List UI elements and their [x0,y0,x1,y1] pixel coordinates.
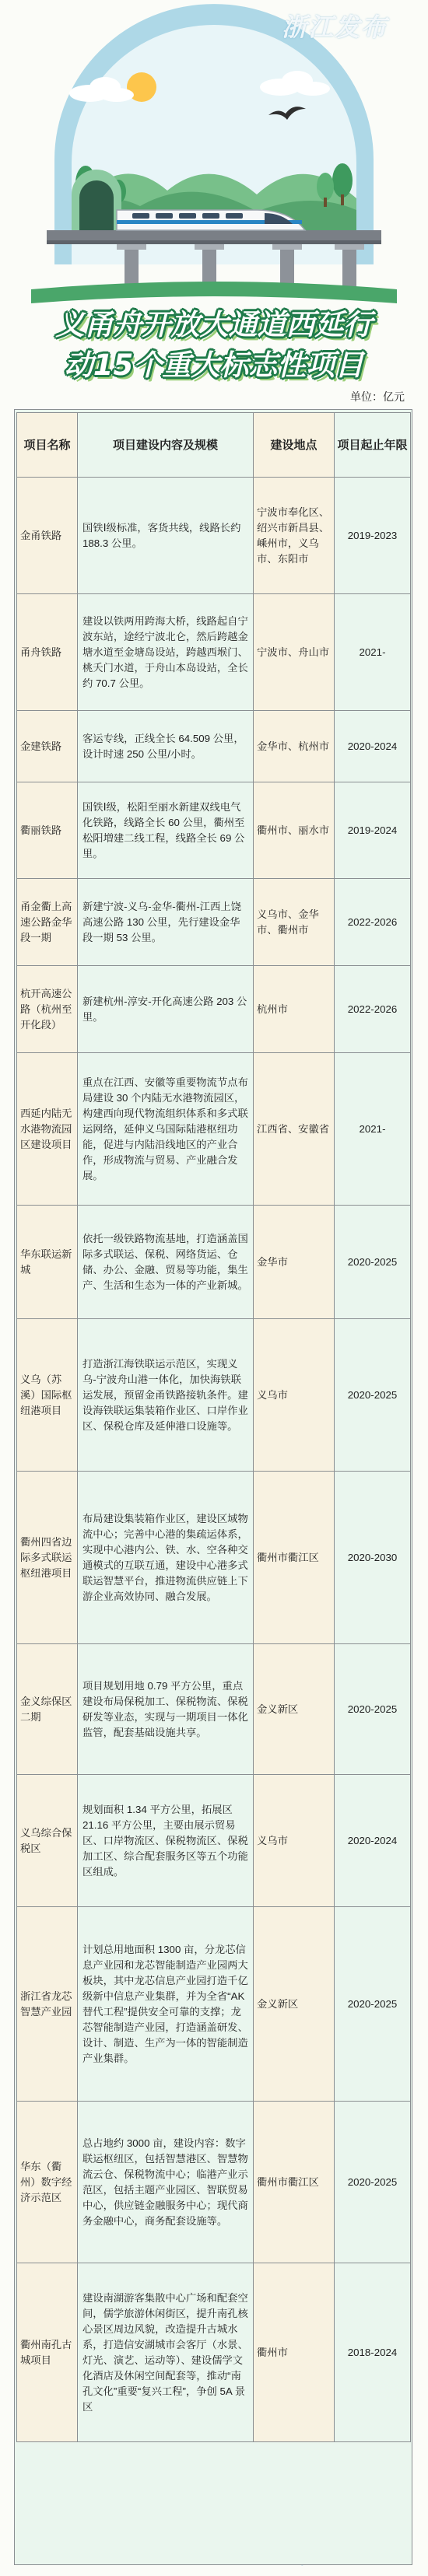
table-row [17,711,411,782]
table-row [17,594,411,711]
project-location: 金义新区 [254,1644,335,1775]
project-content: 建设南湖游客集散中心广场和配套空间，儒学旅游休闲街区，提升南孔核心景区周边风貌，改造提升古城水系，打造信安湖城市会客厅（水景、灯光、演艺、运动等）、建设儒学文化酒店及休闲空间配套等，推动“南孔文化”重要“复兴工程”，争创 5A 景区 [78,2263,254,2442]
project-location: 义乌市 [254,1319,335,1472]
project-name: 甬金衢上高速公路金华段一期 [17,879,78,966]
project-table-container [14,409,412,2565]
project-content: 新建宁波-义乌-金华-衢州-江西上饶高速公路 130 公里，先行建设金华段一期 53 公里。 [78,879,254,966]
project-content: 总占地约 3000 亩，建设内容：数字联运枢纽区，包括智慧港区、智慧物流云仓、保税物流中心；临港产业示范区，包括主题产业园区、智联贸易中心，供应链金融服务中心；现代商务金融中心，商务配套设施等。 [78,2102,254,2263]
project-years: 2020-2025 [335,1907,411,2102]
project-years: 2019-2024 [335,782,411,879]
table-row [17,2263,411,2442]
unit-label: 单位：亿元 [350,390,405,403]
table-row [17,966,411,1053]
project-location: 义乌市、金华市、衢州市 [254,879,335,966]
watermark-top-right: 浙江发布 [282,12,388,42]
project-name: 金义综保区二期 [17,1644,78,1775]
project-years: 2018-2024 [335,2263,411,2442]
project-location: 杭州市 [254,966,335,1053]
project-name: 浙江省龙芯智慧产业园 [17,1907,78,2102]
project-years: 2020-2025 [335,1319,411,1472]
project-location: 宁波市奉化区、绍兴市新昌县、嵊州市，义乌市、东阳市 [254,478,335,594]
project-name: 衢州四省边际多式联运枢纽港项目 [17,1472,78,1644]
table-row [17,1907,411,2102]
project-name: 甬舟铁路 [17,594,78,711]
table-row [17,879,411,966]
project-location: 衢州市衢江区 [254,1472,335,1644]
table-row [17,2102,411,2263]
hero-illustration [0,0,428,311]
project-name: 义乌综合保税区 [17,1775,78,1907]
project-years: 2022-2026 [335,879,411,966]
project-content: 建设以铁两用跨海大桥，线路起自宁波东站，途经宁波北仑，然后跨越金塘水道至金塘岛设站，跨越西堠门、桃夭门水道，于舟山本岛设站，全长约 70.7 公里。 [78,594,254,711]
project-name: 华东（衢州）数字经济示范区 [17,2102,78,2263]
project-name: 金甬铁路 [17,478,78,594]
project-years: 2020-2025 [335,1206,411,1319]
project-years: 2020-2030 [335,1472,411,1644]
train-icon [117,210,305,230]
table-header-row [17,413,411,478]
bridge-deck [47,230,381,241]
table-row [17,1644,411,1775]
header-location: 建设地点 [254,413,335,478]
project-location: 衢州市 [254,2263,335,2442]
project-content: 打造浙江海铁联运示范区，实现义乌-宁波舟山港一体化，加快海铁联运发展，预留金甬铁路接轨条件。建设海铁联运集装箱作业区、口岸作业区、保税仓库及延伸港口设施等。 [78,1319,254,1472]
project-years: 2020-2024 [335,711,411,782]
project-location: 宁波市、舟山市 [254,594,335,711]
table-row [17,1053,411,1206]
project-location: 衢州市、丽水市 [254,782,335,879]
title-line-2: 动15个重大标志性项目 [64,348,364,382]
table-row [17,1775,411,1907]
project-content: 客运专线，正线全长 64.509 公里，设计时速 250 公里/小时。 [78,711,254,782]
project-content: 重点在江西、安徽等重要物流节点布局建设 30 个内陆无水港物流园区，构建西向现代物流组织体系和多式联运网络，延伸义乌国际陆港枢纽功能，促进与内陆沿线地区的产业合作，形成物流与贸易、产业融合发展。 [78,1053,254,1206]
project-location: 江西省、安徽省 [254,1053,335,1206]
project-name: 衢丽铁路 [17,782,78,879]
title-line-1: 义甬舟开放大通道西延行 [55,308,373,341]
project-location: 义乌市 [254,1775,335,1907]
table-row [17,478,411,594]
project-content: 规划面积 1.34 平方公里，拓展区 21.16 平方公里，主要由展示贸易区、口岸物流区、保税物流区、保税加工区、综合配套服务区等五个功能区组成。 [78,1775,254,1907]
project-name: 杭开高速公路（杭州至开化段） [17,966,78,1053]
tunnel-opening [79,180,114,233]
project-years: 2022-2026 [335,966,411,1053]
header-years: 项目起止年限 [335,413,411,478]
project-content: 新建杭州-淳安-开化高速公路 203 公里。 [78,966,254,1053]
table-row [17,1319,411,1472]
project-content: 国铁Ⅰ级，松阳至丽水新建双线电气化铁路，线路全长 60 公里，衢州至松阳増建二线工程，线路全长 69 公里。 [78,782,254,879]
project-location: 金华市 [254,1206,335,1319]
project-name: 义乌（苏溪）国际枢纽港项目 [17,1319,78,1472]
project-content: 国铁Ⅰ级标准，客货共线，线路长约 188.3 公里。 [78,478,254,594]
project-years: 2020-2024 [335,1775,411,1907]
project-content: 项目规划用地 0.79 平方公里，重点建设布局保税加工、保税物流、保税研发等业态，实现与一期项目一体化监管，配套基础设施共享。 [78,1644,254,1775]
header-project-content: 项目建设内容及规模 [78,413,254,478]
project-table [16,412,411,2442]
table-row [17,782,411,879]
project-name: 西延内陆无水港物流园区建设项目 [17,1053,78,1206]
project-years: 2021- [335,1053,411,1206]
header-project-name: 项目名称 [17,413,78,478]
project-location: 金义新区 [254,1907,335,2102]
project-years: 2021- [335,594,411,711]
project-content: 依托一级铁路物流基地，打造涵盖国际多式联运、保税、网络货运、仓储、办公、金融、贸易等功能，集生产、生活和生态为一体的产业新城。 [78,1206,254,1319]
project-name: 衢州南孔古城项目 [17,2263,78,2442]
table-row [17,1206,411,1319]
page-title [0,305,428,386]
project-years: 2020-2025 [335,2102,411,2263]
project-content: 布局建设集装箱作业区，建设区域物流中心；完善中心港的集疏运体系，实现中心港内公、铁、水、空各种交通模式的互联互通，建设中心港多式联运智慧平台，推进物流供应链上下游企业高效协同、融合发展。 [78,1472,254,1644]
table-row [17,1472,411,1644]
project-years: 2019-2023 [335,478,411,594]
project-years: 2020-2025 [335,1644,411,1775]
project-content: 计划总用地面积 1300 亩，分龙芯信息产业园和龙芯智能制造产业园两大板块，其中龙芯信息产业园打造千亿级新中信息产业集群，并为全省“AK 替代工程”提供安全可靠的支撑；龙芯智能制造产业园，打造涵盖研发、设计、制造、生产为一体的智能制造产业集群。 [78,1907,254,2102]
project-location: 衢州市衢江区 [254,2102,335,2263]
project-location: 金华市、杭州市 [254,711,335,782]
project-name: 华东联运新城 [17,1206,78,1319]
project-name: 金建铁路 [17,711,78,782]
